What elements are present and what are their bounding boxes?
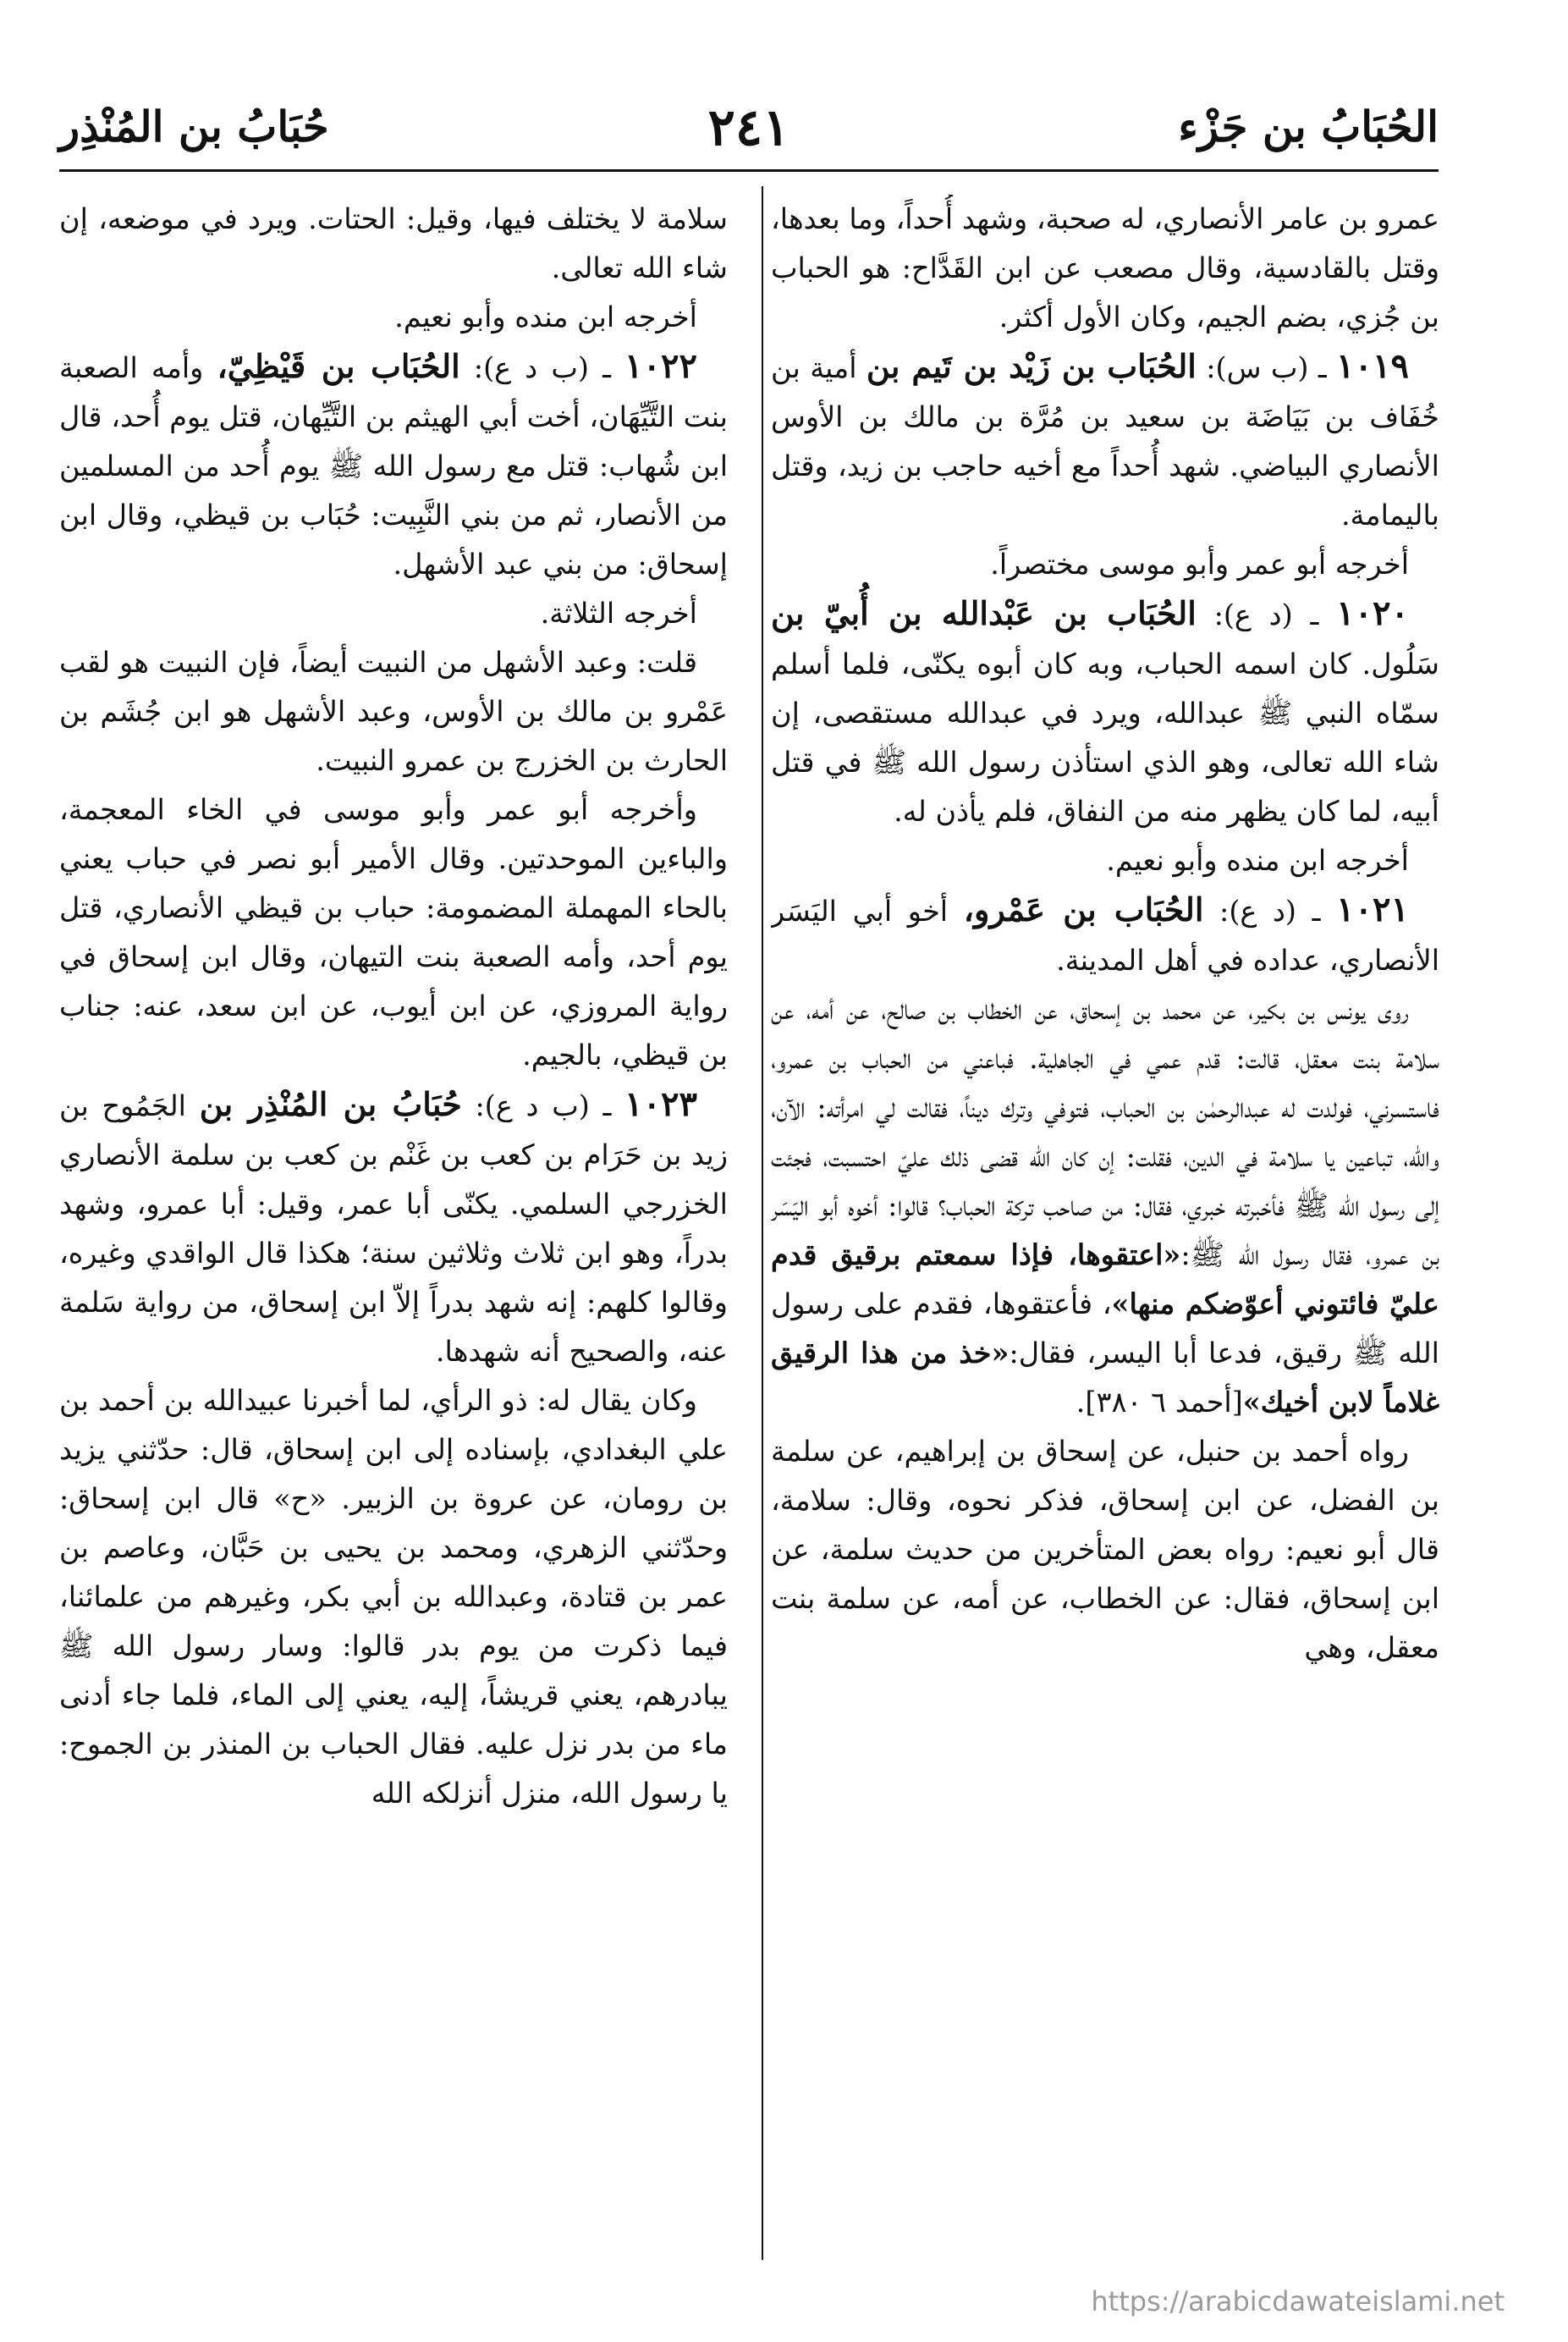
- left-column: [59, 195, 728, 2260]
- entry-number: ١٠٢٢: [624, 346, 697, 386]
- entry-name: حُبَابُ بن المُنْذِر بن: [199, 1085, 462, 1123]
- entry-source-code: (د ع):: [1219, 895, 1296, 928]
- paragraph-text: أخرجه أبو عمر وأبو موسى مختصراً.: [990, 548, 1409, 581]
- paragraph-text: أخرجه ابن منده وأبو نعيم.: [1106, 844, 1409, 877]
- biography-entry: ١٠١٩ ـ (ب س): الحُبَاب بن زَيْد بن تَيم بن أمية بن خُفَاف بن بَيَاضَة بن سعيد بن مُرَّة بن مالك بن الأوس الأنصاري البياضي. شهد أُحداً مع أخيه حاجب بن زيد، وقتل باليمامة.: [771, 346, 1439, 532]
- header-rule: [59, 169, 1439, 172]
- entry-text: الجَمُوح بن زيد بن حَرَام بن كعب بن غَنْم بن كعب بن سلمة الأنصاري الخزرجي السلمي. يكنّى أبا عمر، وقيل: أبا عمرو، وشهد بدراً، وهو ابن ثلاث وثلاثين سنة؛ هكذا قال الواقدي وغيره، وقالوا كلهم: إنه شهد بدراً إلاّ ابن إسحاق، من رواية سَلمة عنه، والصحيح أنه شهدها.: [59, 1089, 728, 1368]
- paragraph: [59, 195, 728, 293]
- paragraph: [59, 1376, 728, 1818]
- paragraph-text: أخرجه الثلاثة.: [540, 597, 697, 630]
- paragraph: [771, 1427, 1439, 1672]
- right-column: [771, 195, 1439, 2260]
- paragraph: [59, 785, 728, 1080]
- paragraph-text: ، فأعتقوها، فقدم على رسول الله ﷺ رقيق، فدعا أبا اليسر، فقال:: [771, 1287, 1439, 1369]
- entry-text: سَلُول. كان اسمه الحباب، وبه كان أبوه يكنّى، فلما أسلم سمّاه النبي ﷺ عبدالله، ويرد في عبدالله مستقصى، إن شاء الله تعالى، وهو الذي استأذن رسول الله ﷺ في قتل أبيه، لما كان يظهر منه من النفاق، فلم يأذن له.: [771, 647, 1439, 828]
- page-number: ٢٤١: [707, 98, 790, 157]
- entry-name: الحُبَاب بن عَبْدالله بن أُبيّ بن: [771, 594, 1197, 632]
- entry-source-code: (د ع):: [1213, 598, 1293, 631]
- running-title-right: الحُبَابُ بن جَزْء: [1178, 102, 1439, 152]
- entry-number: ١٠٢٠: [1336, 593, 1409, 633]
- biography-entry: ١٠٢٣ ـ (ب د ع): حُبَابُ بن المُنْذِر بن الجَمُوح بن زيد بن حَرَام بن كعب بن غَنْم بن كعب بن سلمة الأنصاري الخزرجي السلمي. يكنّى أبا عمر، وقيل: أبا عمرو، وشهد بدراً، وهو ابن ثلاث وثلاثين سنة؛ هكذا قال الواقدي وغيره، وقالوا كلهم: إنه شهد بدراً إلاّ ابن إسحاق، من رواية سَلمة عنه، والصحيح أنه شهدها.: [59, 1084, 728, 1368]
- paragraph-text: قلت: وعبد الأشهل من النبيت أيضاً، فإن النبيت هو لقب عَمْرو بن مالك بن الأوس، وعبد الأشهل هو ابن جُشَم بن الحارث بن الخزرج بن عمرو النبيت.: [59, 646, 728, 777]
- entry-source-code: (ب د ع):: [473, 351, 589, 384]
- biography-entry: ١٠٢١ ـ (د ع): الحُبَاب بن عَمْرو، أخو أبي اليَسَر الأنصاري، عداده في أهل المدينة.: [771, 890, 1439, 977]
- entry-number: ١٠٢٣: [624, 1084, 697, 1124]
- entry-source-code: (ب د ع):: [475, 1089, 590, 1122]
- paragraph: [771, 836, 1439, 885]
- paragraph-text: وكان يقال له: ذو الرأي، لما أخبرنا عبيدالله بن أحمد بن علي البغدادي، بإسناده إلى ابن إسحاق، قال: حدّثني يزيد بن رومان، عن عروة بن الزبير. «ح» قال ابن إسحاق: وحدّثني الزهري، ومحمد بن يحيى بن حَبَّان، وعاصم بن عمر بن قتادة، وعبدالله بن أبي بكر، وغيرهم من علمائنا، فيما ذكرت من يوم بدر قالوا: وسار رسول الله ﷺ يبادرهم، يعني قريشاً، إليه، يعني إلى الماء، فلما جاء أدنى ماء من بدر نزل عليه. فقال الحباب بن المنذر بن الجموح: يا رسول الله، منزل أنزلكه الله: [59, 1384, 728, 1810]
- entry-number: ١٠٢١: [1336, 890, 1410, 929]
- column-divider: [762, 186, 763, 2260]
- biography-entry: ١٠٢٢ ـ (ب د ع): الحُبَاب بن قَيْظِيّ، وأمه الصعبة بنت التَّيِّهَان، أخت أبي الهيثم بن التَّيِّهان، قتل يوم أُحد، قال ابن شُهاب: قتل مع رسول الله ﷺ يوم أُحد من المسلمين من الأنصار، ثم من بني النَّبِيت: حُبَاب بن قيظي، وقال ابن إسحاق: من بني عبد الأشهل.: [59, 346, 728, 581]
- entry-name: الحُبَاب بن قَيْظِيّ،: [217, 347, 460, 385]
- entry-text: وأمه الصعبة بنت التَّيِّهَان، أخت أبي الهيثم بن التَّيِّهان، قتل يوم أُحد، قال ابن شُهاب: قتل مع رسول الله ﷺ يوم أُحد من المسلمين من الأنصار، ثم من بني النَّبِيت: حُبَاب بن قيظي، وقال ابن إسحاق: من بني عبد الأشهل.: [59, 351, 728, 581]
- paragraph: [59, 589, 728, 638]
- paragraph-text: وأخرجه أبو عمر وأبو موسى في الخاء المعجمة، والباءين الموحدتين. وقال الأمير أبو نصر في حباب يعني بالحاء المهملة المضمومة: حباب بن قيظي الأنصاري، قتل يوم أحد، وأمه الصعبة بنت التيهان، وقال ابن إسحاق في رواية المروزي، عن ابن أيوب، عن ابن سعد، عنه: جناب بن قيظي، بالجيم.: [59, 793, 728, 1072]
- running-title-left: حُبَابُ بن المُنْذِر: [59, 102, 329, 152]
- paragraph: [59, 293, 728, 342]
- biography-entry: ١٠٢٠ ـ (د ع): الحُبَاب بن عَبْدالله بن أُبيّ بن سَلُول. كان اسمه الحباب، وبه كان أبوه يكنّى، فلما أسلم سمّاه النبي ﷺ عبدالله، ويرد في عبدالله مستقصى، إن شاء الله تعالى، وهو الذي استأذن رسول الله ﷺ في قتل أبيه، لما كان يظهر منه من النفاق، فلم يأذن له.: [771, 593, 1439, 828]
- entry-text: أمية بن خُفَاف بن بَيَاضَة بن سعيد بن مُرَّة بن مالك بن الأوس الأنصاري البياضي. شهد أُحداً مع أخيه حاجب بن زيد، وقتل باليمامة.: [771, 351, 1439, 532]
- page-header: [59, 93, 1439, 161]
- entry-name: الحُبَاب بن زَيْد بن تَيم بن: [866, 347, 1197, 385]
- paragraph: [771, 985, 1439, 1427]
- paragraph-text: [أحمد ٦ ٣٨٠].: [1076, 1386, 1243, 1419]
- paragraph-text: عمرو بن عامر الأنصاري، له صحبة، وشهد أُحداً، وما بعدها، وقتل بالقادسية، وقال مصعب عن ابن القَدَّاح: هو الحباب بن جُزي، بضم الجيم، وكان الأول أكثر.: [771, 202, 1439, 333]
- entry-name: الحُبَاب بن عَمْرو،: [963, 890, 1204, 929]
- paragraph: [771, 195, 1439, 342]
- hadith-quote: «خذ من هذا الرقيق غلاماً لابن أخيك»: [771, 1336, 1439, 1419]
- paragraph: [771, 540, 1439, 589]
- hadith-quote: «اعتقوها، فإذا سمعتم برقيق قدم عليّ فائتوني أعوّضكم منها»: [771, 1238, 1439, 1320]
- paragraph: [59, 638, 728, 785]
- entry-text: أخو أبي اليَسَر الأنصاري، عداده في أهل المدينة.: [771, 895, 1439, 977]
- site-watermark: https://arabicdawateislami.net: [1091, 2285, 1505, 2317]
- paragraph-text: رواه أحمد بن حنبل، عن إسحاق بن إبراهيم، عن سلمة بن الفضل، عن ابن إسحاق، فذكر نحوه، وقال: سلامة، قال أبو نعيم: رواه بعض المتأخرين من حديث سلمة، عن ابن إسحاق، فقال: عن الخطاب، عن أمه، عن سلمة بنت معقل، وهي: [771, 1435, 1439, 1664]
- paragraph-text: أخرجه ابن منده وأبو نعيم.: [394, 300, 697, 333]
- entry-number: ١٠١٩: [1336, 346, 1409, 386]
- paragraph-text: سلامة لا يختلف فيها، وقيل: الحتات. ويرد في موضعه، إن شاء الله تعالى.: [59, 202, 728, 284]
- entry-source-code: (ب س):: [1206, 351, 1309, 384]
- paragraph-text: روى يونس بن بكير، عن محمد بن إسحاق، عن الخطاب بن صالح، عن أمه، عن سلامة بنت معقل، قالت: قدم عمي في الجاهلية. فباعني من الحباب بن عمرو، فاستسرني، فولدت له عبدالرحمٰن بن الحباب، فتوفي وترك ديناً، فقالت لي امرأته: الآن، والله، تباعين يا سلامة في الدين، فقلت: إن كان الله قضى ذلك عليّ احتسبت، فجئت إلى رسول الله ﷺ فأخبرته خبري، فقال: من صاحب تركة الحباب؟ قالوا: أخوه أبو اليَسَر بن عمرو، فقال رسول الله ﷺ:: [771, 993, 1439, 1271]
